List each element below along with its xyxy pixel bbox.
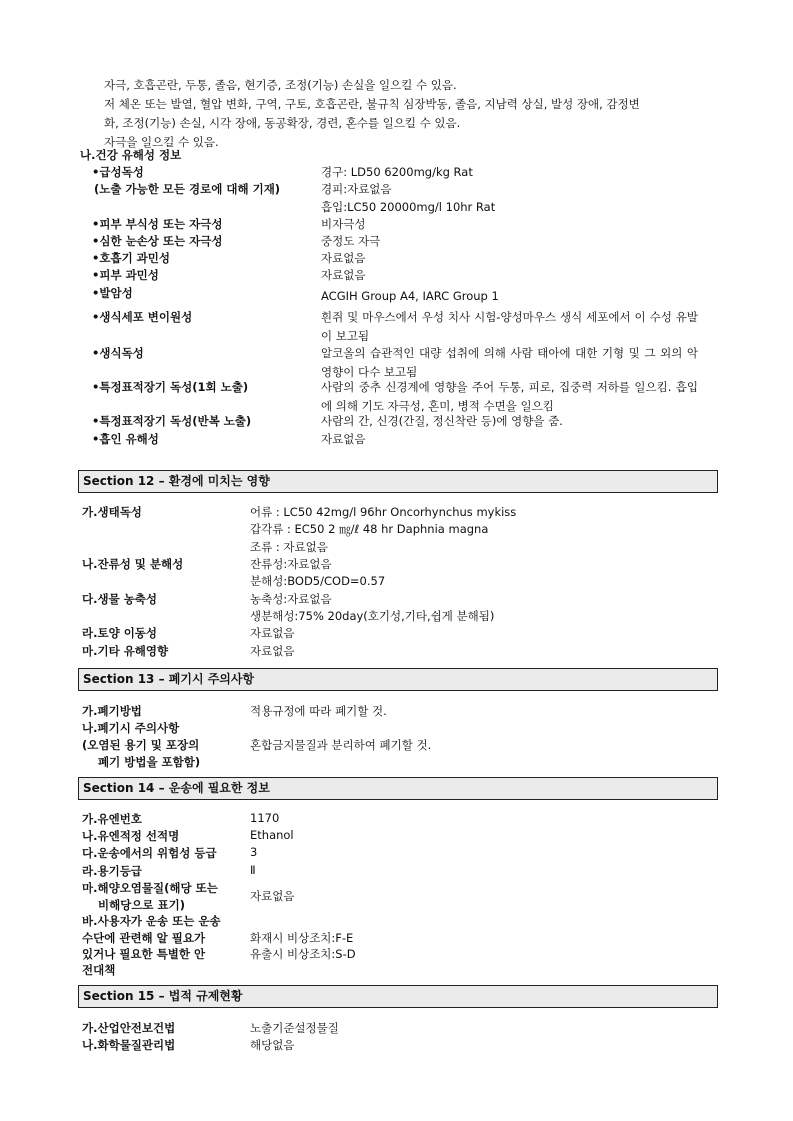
un-number-label: 가.유엔번호 — [82, 812, 142, 826]
stot-single-value: 사람의 중추 신경계에 영향을 주어 두통, 피로, 집중력 저하를 일으킴. 흡입에 의해 기도 자극성, 혼미, 병적 수면을 일으킴 — [321, 380, 698, 413]
stot-repeat-label: •특정표적장기 독성(반복 노출) — [92, 414, 252, 428]
acute-tox-label-2: (노출 가능한 모든 경로에 대해 기재) — [94, 182, 281, 196]
repro-tox-label: •생식독성 — [92, 346, 144, 360]
soil-mobility-value: 자료없음 — [250, 626, 295, 640]
disposal-method-value: 적용규정에 따라 폐기할 것. — [250, 704, 387, 718]
skin-sens-label: •피부 과민성 — [92, 268, 159, 282]
disposal-caution-value: 혼합금지물질과 분리하여 폐기할 것. — [250, 738, 432, 752]
ecotox-crustacean: 갑각류 : EC50 2 ㎎/ℓ 48 hr Daphnia magna — [250, 522, 489, 536]
packing-group-label: 라.용기등급 — [82, 864, 142, 878]
soil-mobility-label: 라.토양 이동성 — [82, 626, 158, 640]
special-precautions-label: 바.사용자가 운송 또는 운송 — [82, 914, 221, 928]
disposal-caution-label-3: 폐기 방법을 포함함) — [98, 755, 201, 769]
marine-pollutant-label-2: 비해당으로 표기) — [98, 898, 186, 912]
intro-line: 화, 조정(기능) 손실, 시각 장애, 동공확장, 경련, 혼수를 일으킬 수 있음. — [104, 116, 461, 130]
disposal-method-label: 가.폐기방법 — [82, 704, 142, 718]
degradability-value: 분해성:BOD5/COD=0.57 — [250, 574, 386, 588]
intro-line: 자극, 호흡곤란, 두통, 졸음, 현기증, 조정(기능) 손실을 일으킬 수 있음. — [104, 78, 457, 92]
intro-line: 저 체온 또는 발열, 혈압 변화, 구역, 구토, 호흡곤란, 불규칙 심장박동, 졸음, 지남력 상실, 발성 장애, 감정변 — [104, 97, 640, 111]
mutagenicity-value: 흰쥐 및 마우스에서 우성 치사 시험-양성마우스 생식 세포에서 이 수성 유발이 보고됨 — [321, 310, 698, 343]
fire-emergency-value: 화재시 비상조치:F-E — [250, 931, 354, 945]
osh-act-label: 가.산업안전보건법 — [82, 1021, 176, 1035]
aspiration-label: •흡인 유해성 — [92, 432, 159, 446]
persistence-value: 잔류성:자료없음 — [250, 557, 332, 571]
section-13-header: Section 13 – 폐기시 주의사항 — [78, 668, 718, 691]
resp-sens-label: •호흡기 과민성 — [92, 251, 171, 265]
hazard-class-label: 다.운송에서의 위험성 등급 — [82, 846, 217, 860]
special-precautions-label-4: 전대책 — [82, 963, 116, 977]
acute-dermal-value: 경피:자료없음 — [321, 182, 392, 196]
eye-damage-label: •심한 눈손상 또는 자극성 — [92, 234, 223, 248]
stot-repeat-value: 사람의 간, 신경(간질, 정신착란 등)에 영향을 줌. — [321, 414, 563, 428]
special-precautions-label-3: 있거나 필요한 특별한 안 — [82, 947, 206, 961]
other-effects-value: 자료없음 — [250, 644, 295, 658]
ecotox-fish: 어류 : LC50 42mg/l 96hr Oncorhynchus mykiss — [250, 505, 517, 519]
intro-text — [104, 76, 704, 152]
spill-emergency-value: 유출시 비상조치:S-D — [250, 947, 356, 961]
osh-act-value: 노출기준설정물질 — [250, 1021, 339, 1035]
eye-damage-value: 중정도 자극 — [321, 234, 381, 248]
section-14-header: Section 14 – 운송에 필요한 정보 — [78, 777, 718, 800]
skin-sens-value: 자료없음 — [321, 268, 366, 282]
carcinogenicity-label: •발암성 — [92, 286, 133, 300]
bioaccum-value: 농축성:자료없음 — [250, 592, 332, 606]
marine-pollutant-value: 자료없음 — [250, 889, 295, 903]
mutagenicity-label: •생식세포 변이원성 — [92, 310, 193, 324]
shipping-name-value: Ethanol — [250, 828, 294, 842]
disposal-caution-label-2: (오염된 용기 및 포장의 — [82, 738, 200, 752]
packing-group-value: Ⅱ — [250, 863, 256, 877]
acute-inhal-value: 흡입:LC50 20000mg/l 10hr Rat — [321, 200, 496, 214]
un-number-value: 1170 — [250, 811, 280, 825]
carcinogenicity-value: ACGIH Group A4, IARC Group 1 — [321, 289, 499, 303]
resp-sens-value: 자료없음 — [321, 251, 366, 265]
ecotox-label: 가.생태독성 — [82, 505, 142, 519]
persistence-label: 나.잔류성 및 분해성 — [82, 557, 184, 571]
acute-oral-value: 경구: LD50 6200mg/kg Rat — [321, 165, 473, 179]
aspiration-value: 자료없음 — [321, 432, 366, 446]
biodegradability-value: 생분해성:75% 20day(호기성,기타,쉽게 분해됨) — [250, 609, 495, 623]
acute-tox-label: •급성독성 — [92, 165, 144, 179]
section-15-header: Section 15 – 법적 규제현황 — [78, 985, 718, 1008]
special-precautions-label-2: 수단에 관련해 알 필요가 — [82, 931, 206, 945]
repro-tox-value: 알코올의 습관적인 대량 섭취에 의해 사람 태아에 대한 기형 및 그 외의 악영향이 다수 보고됨 — [321, 346, 698, 379]
chem-control-value: 해당없음 — [250, 1038, 295, 1052]
bioaccum-label: 다.생물 농축성 — [82, 592, 158, 606]
ecotox-algae: 조류 : 자료없음 — [250, 540, 328, 554]
stot-single-label: •특정표적장기 독성(1회 노출) — [92, 380, 249, 394]
disposal-caution-label: 나.폐기시 주의사항 — [82, 721, 180, 735]
skin-corrosion-label: •피부 부식성 또는 자극성 — [92, 217, 223, 231]
intro-line: 자극을 일으킬 수 있음. — [104, 135, 219, 149]
chem-control-label: 나.화학물질관리법 — [82, 1038, 176, 1052]
section-12-header: Section 12 – 환경에 미치는 영향 — [78, 470, 718, 493]
hazard-class-value: 3 — [250, 845, 258, 859]
marine-pollutant-label: 마.해양오염물질(해당 또는 — [82, 881, 218, 895]
shipping-name-label: 나.유엔적정 선적명 — [82, 829, 180, 843]
other-effects-label: 마.기타 유해영향 — [82, 644, 169, 658]
skin-corrosion-value: 비자극성 — [321, 217, 366, 231]
health-heading: 나.건강 유해성 정보 — [80, 148, 182, 162]
